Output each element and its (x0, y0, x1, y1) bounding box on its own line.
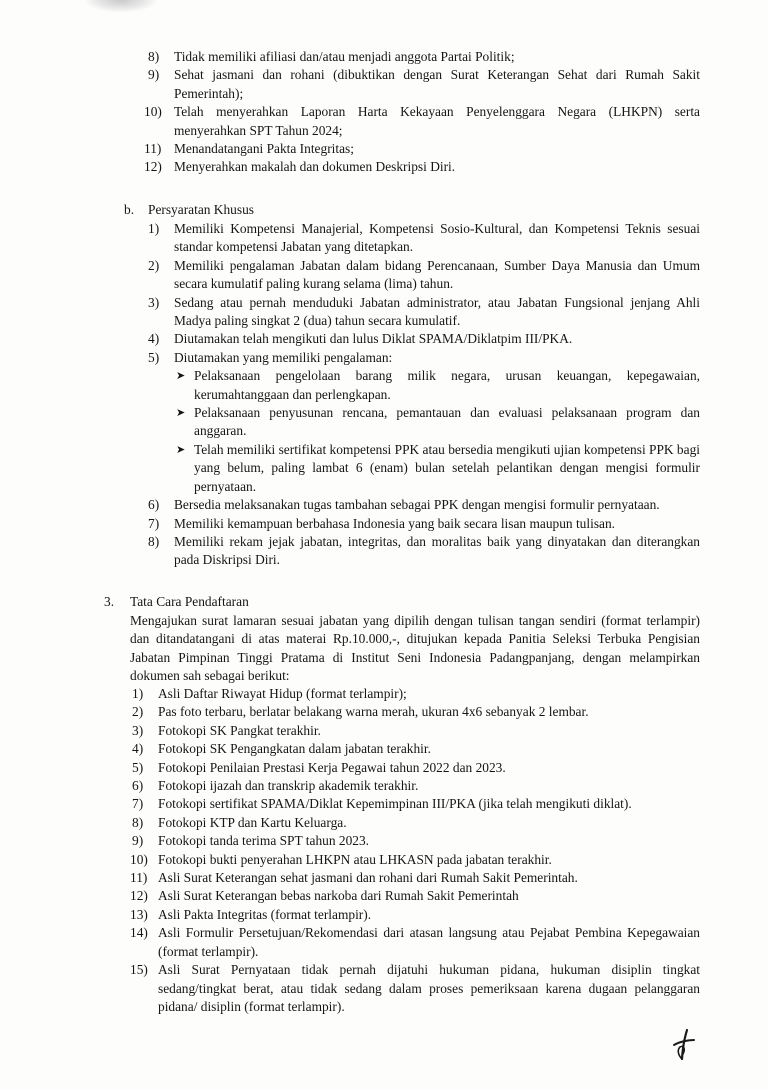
item-number: 6) (132, 778, 144, 794)
item-text: Telah menyerahkan Laporan Harta Kekayaan Penyelenggara Negara (LHKPN) serta menyerahkan SPT Tahun 2024; (174, 104, 700, 138)
sub-item (174, 404, 700, 441)
item-text: Asli Daftar Riwayat Hidup (format terlampir); (158, 686, 407, 701)
list-item (148, 48, 700, 66)
section-number: 3. (104, 594, 115, 609)
section-label: b. (124, 202, 135, 217)
list-item (148, 220, 700, 257)
list-item (106, 795, 700, 813)
special-requirements-list (148, 220, 700, 570)
item-text: Asli Pakta Integritas (format terlampir). (158, 906, 372, 922)
item-number: 8) (132, 814, 144, 830)
item-text: Fotokopi ijazah dan transkrip akademik terakhir. (158, 778, 419, 794)
list-item (148, 533, 700, 570)
item-number: 8) (148, 49, 160, 64)
item-number: 12) (130, 888, 148, 904)
item-text: Asli Surat Keterangan bebas narkoba dari Rumah Sakit Pemerintah (158, 888, 519, 904)
item-text: Asli Surat Pernyataan tidak pernah dijatuhi hukuman pidana, hukuman disiplin tingkat sedang/tingkat berat, atau tidak sedang dalam proses pemeriksaan karena dugaan pelanggaran pidana/ disiplin (format terlampir). (158, 962, 700, 1014)
item-number: 11) (130, 870, 148, 886)
sub-item-text: Telah memiliki sertifikat kompetensi PPK atau bersedia mengikuti ujian kompetensi PPK bagi yang belum, paling lambat 6 (enam) bulan setelah pelantikan dengan mengisi formulir pernyataan. (194, 441, 700, 494)
arrow-bullet-icon: ➤ (176, 442, 186, 456)
item-number: 14) (130, 925, 148, 941)
item-text: Fotokopi KTP dan Kartu Keluarga. (158, 814, 347, 830)
list-item (106, 685, 700, 703)
list-item (106, 887, 700, 905)
item-number: 9) (132, 833, 144, 849)
list-item (148, 294, 700, 331)
required-documents-list (106, 685, 700, 1016)
list-item (148, 257, 700, 294)
sub-item (174, 441, 700, 496)
item-text: Diutamakan telah mengikuti dan lulus Diklat SPAMA/Diklatpim III/PKA. (174, 331, 573, 347)
item-number: 11) (144, 141, 162, 157)
sub-item-text: Pelaksanaan pengelolaan barang milik negara, urusan keuangan, kepegawaian, kerumahtanggaan dan perlengkapan. (194, 368, 700, 402)
item-text: Pas foto terbaru, berlatar belakang warna merah, ukuran 4x6 sebanyak 2 lembar. (158, 704, 589, 720)
scan-artifact (86, 0, 156, 12)
item-text: Fotokopi SK Pangkat terakhir. (158, 722, 321, 738)
sub-item (174, 367, 700, 404)
item-number: 5) (148, 349, 160, 365)
list-item (148, 349, 700, 496)
item-number: 10) (144, 104, 162, 120)
arrow-bullet-icon: ➤ (176, 406, 186, 420)
item-text: Memiliki rekam jejak jabatan, integritas, dan moralitas baik yang dinyatakan dan diterangkan pada Diskripsi Diri. (174, 533, 700, 568)
list-item (106, 722, 700, 740)
item-text: Fotokopi bukti penyerahan LHKPN atau LHKASN pada jabatan terakhir. (158, 851, 552, 867)
item-number: 10) (130, 851, 148, 867)
list-item (106, 906, 700, 924)
item-text: Sedang atau pernah menduduki Jabatan administrator, atau Jabatan Fungsional jenjang Ahli Madya paling singkat 2 (dua) tahun secara kumulatif. (174, 294, 700, 329)
item-text: Fotokopi sertifikat SPAMA/Diklat Kepemimpinan III/PKA (jika telah mengikuti diklat). (158, 796, 632, 812)
item-text: Tidak memiliki afiliasi dan/atau menjadi anggota Partai Politik; (174, 49, 515, 64)
list-item (148, 496, 700, 514)
item-text: Fotokopi Penilaian Prestasi Kerja Pegawai tahun 2022 dan 2023. (158, 759, 506, 775)
item-number: 4) (148, 331, 160, 347)
list-item (148, 330, 700, 348)
list-item (106, 777, 700, 795)
item-text: Menandatangani Pakta Integritas; (174, 141, 354, 157)
item-number: 1) (148, 221, 160, 236)
item-number: 3) (132, 722, 144, 738)
item-number: 13) (130, 906, 148, 922)
section-title: Tata Cara Pendaftaran (130, 594, 249, 609)
item-number: 7) (132, 796, 144, 812)
item-number: 4) (132, 741, 144, 757)
list-item (106, 961, 700, 1016)
item-number: 3) (148, 294, 160, 310)
item-text: Sehat jasmani dan rohani (dibuktikan dengan Surat Keterangan Sehat dari Rumah Sakit Pemerintah); (174, 67, 700, 101)
item-number: 1) (132, 686, 144, 701)
item-text: Asli Surat Keterangan sehat jasmani dan rohani dari Rumah Sakit Pemerintah. (158, 870, 578, 886)
arrow-bullet-icon: ➤ (176, 369, 186, 383)
item-number: 8) (148, 533, 160, 549)
list-item (106, 740, 700, 758)
experience-sublist (174, 367, 700, 496)
list-item (144, 103, 700, 140)
list-item (106, 814, 700, 832)
list-item (106, 759, 700, 777)
item-text: Fotokopi SK Pengangkatan dalam jabatan terakhir. (158, 741, 431, 757)
list-item (106, 924, 700, 961)
list-item (144, 140, 700, 158)
item-number: 7) (148, 515, 160, 531)
item-text: Memiliki Kompetensi Manajerial, Kompetensi Sosio-Kultural, dan Kompetensi Teknis sesuai standar kompetensi Jabatan yang ditetapkan. (174, 221, 700, 255)
handwritten-initial (669, 1028, 699, 1066)
paraf-signature-icon (669, 1028, 699, 1062)
item-number: 12) (144, 159, 162, 175)
list-item (148, 515, 700, 533)
item-text: Memiliki pengalaman Jabatan dalam bidang Perencanaan, Sumber Daya Manusia dan Umum secara kumulatif paling kurang selama (lima) tahun. (174, 257, 700, 292)
item-number: 5) (132, 759, 144, 775)
sub-item-text: Pelaksanaan penyusunan rencana, pemantauan dan evaluasi pelaksanaan program dan anggaran. (194, 405, 700, 439)
list-item (106, 832, 700, 850)
list-item (144, 158, 700, 176)
item-text: Diutamakan yang memiliki pengalaman: (174, 349, 393, 365)
section-title: Persyaratan Khusus (148, 202, 254, 217)
item-number: 2) (132, 704, 144, 720)
list-item (106, 703, 700, 721)
item-number: 6) (148, 497, 160, 513)
list-item (106, 851, 700, 869)
general-requirements-list (144, 48, 700, 177)
list-item (148, 66, 700, 103)
item-number: 2) (148, 257, 160, 273)
item-number: 15) (130, 962, 148, 978)
item-text: Memiliki kemampuan berbahasa Indonesia yang baik secara lisan maupun tulisan. (174, 515, 616, 531)
registration-intro: Mengajukan surat lamaran sesuai jabatan yang dipilih dengan tulisan tangan sendiri (format terlampir) dan ditandatangani di atas materai Rp.10.000,-, ditujukan kepada Panitia Seleksi Terbuka Pengisian Jabatan Pimpinan Tinggi Pratama di Institut Seni Indonesia Padangpanjang, dengan melampirkan dokumen sah sebagai berikut: (130, 613, 700, 684)
item-text: Fotokopi tanda terima SPT tahun 2023. (158, 833, 370, 849)
item-text: Bersedia melaksanakan tugas tambahan sebagai PPK dengan mengisi formulir pernyataan. (174, 497, 660, 513)
item-text: Asli Formulir Persetujuan/Rekomendasi dari atasan langsung atau Pejabat Pembina Kepegawaian (format terlampir). (158, 925, 700, 959)
item-number: 9) (148, 67, 160, 83)
item-text: Menyerahkan makalah dan dokumen Deskripsi Diri. (174, 159, 456, 175)
list-item (106, 869, 700, 887)
